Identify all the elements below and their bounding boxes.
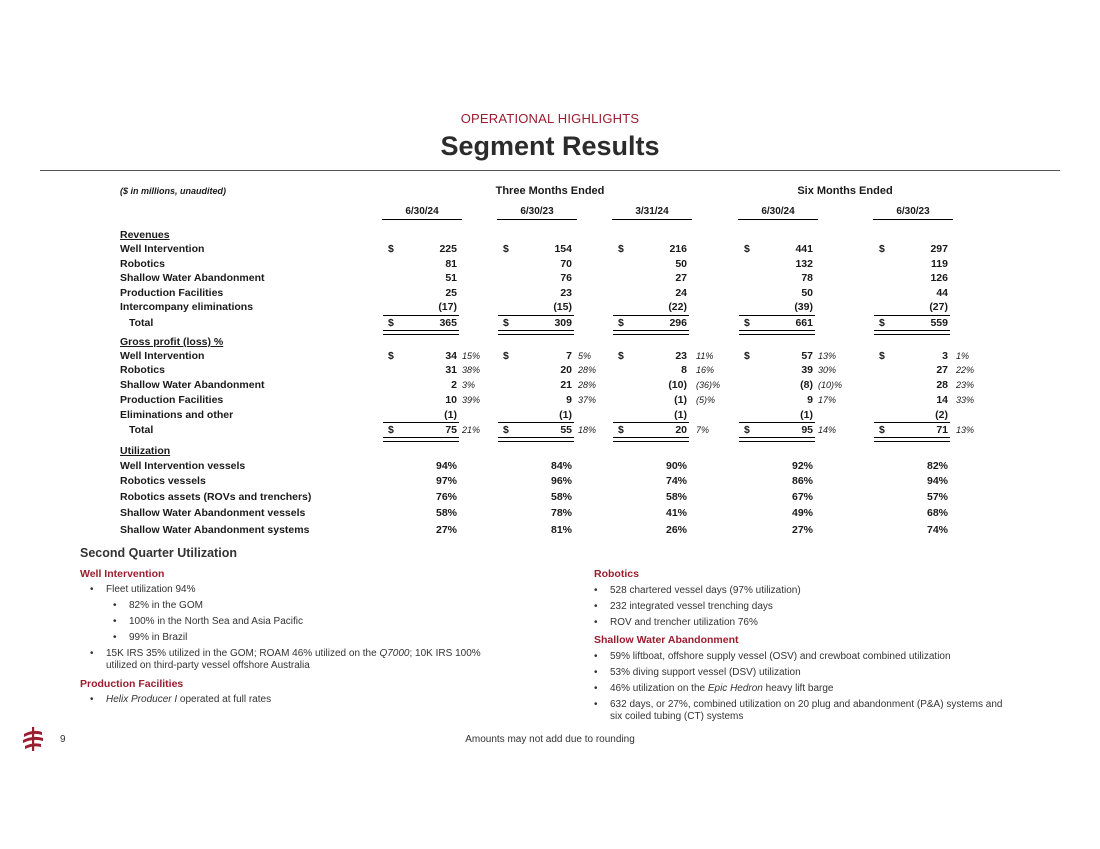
currency-symbol: $ bbox=[388, 243, 394, 255]
table-cell: 24 bbox=[675, 287, 687, 299]
table-cell: 84% bbox=[550, 460, 572, 472]
bullet-text: 53% diving support vessel (DSV) utilization bbox=[610, 667, 801, 678]
row-label: Production Facilities bbox=[120, 394, 224, 406]
table-cell: 81 bbox=[445, 258, 457, 270]
table-cell: 132 bbox=[795, 258, 813, 270]
bullet-text: utilized on third-party vessel offshore Australia bbox=[106, 660, 310, 671]
list-item bbox=[594, 699, 1064, 723]
currency-symbol: $ bbox=[879, 243, 885, 255]
table-cell: 95 bbox=[801, 424, 813, 436]
row-label: Shallow Water Abandonment systems bbox=[120, 524, 310, 536]
production-facilities-heading: Production Facilities bbox=[80, 678, 184, 690]
table-cell: 154 bbox=[554, 243, 572, 255]
table-cell: 58% bbox=[435, 507, 457, 519]
percent-cell: 28% bbox=[578, 380, 597, 390]
bullet: • bbox=[594, 699, 598, 710]
table-cell: 39 bbox=[801, 364, 813, 376]
table-cell: 96% bbox=[550, 475, 572, 487]
table-cell: 34 bbox=[445, 350, 457, 362]
table-cell: 67% bbox=[791, 491, 813, 503]
table-cell: 3 bbox=[942, 350, 948, 362]
currency-symbol: $ bbox=[879, 350, 885, 362]
title-divider bbox=[40, 170, 1060, 171]
currency-symbol: $ bbox=[618, 317, 624, 329]
column-header: 6/30/23 bbox=[873, 206, 953, 220]
table-cell: 365 bbox=[439, 317, 457, 329]
table-cell: (17) bbox=[438, 301, 457, 313]
section-heading-row bbox=[0, 336, 1100, 350]
table-cell: 94% bbox=[926, 475, 948, 487]
percent-cell: 3% bbox=[462, 380, 476, 390]
table-row bbox=[0, 491, 1100, 505]
bullet-text: 99% in Brazil bbox=[129, 632, 188, 643]
bullet: • bbox=[113, 632, 117, 643]
list-item bbox=[594, 683, 833, 695]
table-cell: 94% bbox=[435, 460, 457, 472]
table-cell: 27 bbox=[936, 364, 948, 376]
list-item bbox=[113, 600, 203, 612]
currency-symbol: $ bbox=[388, 317, 394, 329]
bullet-text: 232 integrated vessel trenching days bbox=[610, 601, 773, 612]
table-cell: 9 bbox=[566, 394, 572, 406]
table-row bbox=[0, 524, 1100, 538]
table-cell: 7 bbox=[566, 350, 572, 362]
currency-symbol: $ bbox=[744, 243, 750, 255]
currency-symbol: $ bbox=[744, 317, 750, 329]
percent-cell: 15% bbox=[462, 351, 481, 361]
table-row bbox=[0, 394, 1100, 408]
currency-symbol: $ bbox=[388, 424, 394, 436]
double-underline bbox=[613, 437, 689, 442]
bullet: • bbox=[594, 617, 598, 628]
table-row bbox=[0, 409, 1100, 423]
double-underline bbox=[383, 330, 459, 335]
bullet: • bbox=[90, 648, 94, 659]
currency-symbol: $ bbox=[618, 350, 624, 362]
bullet-text: 632 days, or 27%, combined utilization on 20 plug and abandonment (P&A) systems and bbox=[610, 699, 1003, 710]
currency-symbol: $ bbox=[744, 424, 750, 436]
section-kicker: OPERATIONAL HIGHLIGHTS bbox=[460, 111, 640, 126]
percent-cell: 30% bbox=[818, 365, 837, 375]
table-cell: (39) bbox=[794, 301, 813, 313]
list-item bbox=[113, 632, 187, 644]
currency-symbol: $ bbox=[503, 243, 509, 255]
table-cell: 50 bbox=[675, 258, 687, 270]
row-label: Robotics bbox=[120, 258, 165, 270]
column-header: 6/30/24 bbox=[738, 206, 818, 220]
row-label: Utilization bbox=[120, 445, 171, 457]
bullet-text: Fleet utilization 94% bbox=[106, 584, 196, 595]
total-rule bbox=[383, 422, 459, 423]
bullet: • bbox=[594, 601, 598, 612]
table-cell: 81% bbox=[550, 524, 572, 536]
table-row bbox=[0, 350, 1100, 364]
bullet-text: 15K IRS 35% utilized in the GOM; ROAM 46% utilized on the bbox=[106, 648, 380, 659]
list-item bbox=[594, 617, 758, 629]
total-rule bbox=[498, 315, 574, 316]
table-cell: 75 bbox=[445, 424, 457, 436]
row-label: Robotics vessels bbox=[120, 475, 206, 487]
table-row bbox=[0, 258, 1100, 272]
bullet-text: ROV and trencher utilization 76% bbox=[610, 617, 758, 628]
table-cell: 126 bbox=[930, 272, 948, 284]
shallow-water-heading: Shallow Water Abandonment bbox=[594, 634, 739, 646]
bullet-text: operated at full rates bbox=[177, 694, 272, 705]
table-cell: (22) bbox=[668, 301, 687, 313]
well-intervention-heading: Well Intervention bbox=[80, 568, 165, 580]
percent-cell: 28% bbox=[578, 365, 597, 375]
currency-symbol: $ bbox=[879, 424, 885, 436]
table-cell: 20 bbox=[560, 364, 572, 376]
bullet: • bbox=[90, 584, 94, 595]
table-cell: (1) bbox=[444, 409, 457, 421]
table-cell: 8 bbox=[681, 364, 687, 376]
percent-cell: 13% bbox=[956, 425, 975, 435]
currency-symbol: $ bbox=[879, 317, 885, 329]
column-header: 3/31/24 bbox=[612, 206, 692, 220]
table-cell: 78% bbox=[550, 507, 572, 519]
total-rule bbox=[383, 315, 459, 316]
list-item bbox=[594, 667, 801, 679]
row-label: Robotics bbox=[120, 364, 165, 376]
group-six-months: Six Months Ended bbox=[797, 185, 893, 197]
table-cell: 28 bbox=[936, 379, 948, 391]
table-cell: 57% bbox=[926, 491, 948, 503]
total-rule bbox=[613, 422, 689, 423]
bullet: • bbox=[594, 585, 598, 596]
percent-cell: 22% bbox=[956, 365, 975, 375]
table-cell: 309 bbox=[554, 317, 572, 329]
table-row bbox=[0, 272, 1100, 286]
vessel-name: Epic Hedron bbox=[707, 683, 763, 694]
table-cell: 74% bbox=[926, 524, 948, 536]
table-cell: (8) bbox=[800, 379, 813, 391]
summary-title: Second Quarter Utilization bbox=[80, 546, 237, 560]
table-cell: 50 bbox=[801, 287, 813, 299]
table-cell: 76% bbox=[435, 491, 457, 503]
total-rule bbox=[739, 422, 815, 423]
table-cell: 23 bbox=[675, 350, 687, 362]
group-three-months: Three Months Ended bbox=[495, 185, 605, 197]
total-row bbox=[0, 424, 1100, 438]
bullet-text: six coiled tubing (CT) systems bbox=[610, 711, 744, 722]
list-item bbox=[90, 584, 196, 596]
double-underline bbox=[874, 330, 950, 335]
page-title: Segment Results bbox=[440, 131, 660, 161]
percent-cell: 14% bbox=[818, 425, 837, 435]
bullet: • bbox=[594, 683, 598, 694]
double-underline bbox=[383, 437, 459, 442]
table-cell: 51 bbox=[445, 272, 457, 284]
table-cell: 82% bbox=[926, 460, 948, 472]
percent-cell: 37% bbox=[578, 395, 597, 405]
percent-cell: 38% bbox=[462, 365, 481, 375]
table-cell: 97% bbox=[435, 475, 457, 487]
table-cell: (2) bbox=[935, 409, 948, 421]
percent-cell: (36)% bbox=[696, 380, 721, 390]
table-cell: 55 bbox=[560, 424, 572, 436]
table-cell: 26% bbox=[665, 524, 687, 536]
table-cell: 27% bbox=[791, 524, 813, 536]
table-cell: 71 bbox=[936, 424, 948, 436]
table-cell: 49% bbox=[791, 507, 813, 519]
percent-cell: 5% bbox=[578, 351, 592, 361]
row-label: Intercompany eliminations bbox=[120, 301, 254, 313]
table-cell: 21 bbox=[560, 379, 572, 391]
table-cell: (27) bbox=[929, 301, 948, 313]
double-underline bbox=[739, 330, 815, 335]
table-cell: 9 bbox=[807, 394, 813, 406]
currency-symbol: $ bbox=[503, 317, 509, 329]
total-rule bbox=[613, 315, 689, 316]
row-label: Shallow Water Abandonment bbox=[120, 272, 265, 284]
bullet-text: 46% utilization on the bbox=[610, 683, 708, 694]
list-item bbox=[90, 648, 550, 672]
percent-cell: 7% bbox=[696, 425, 710, 435]
bullet-text: 82% in the GOM bbox=[129, 600, 203, 611]
table-cell: 44 bbox=[936, 287, 948, 299]
table-cell: 14 bbox=[936, 394, 948, 406]
percent-cell: 23% bbox=[956, 380, 975, 390]
table-row bbox=[0, 287, 1100, 301]
table-cell: 661 bbox=[795, 317, 813, 329]
total-rule bbox=[874, 422, 950, 423]
bullet: • bbox=[594, 651, 598, 662]
row-label: Well Intervention vessels bbox=[120, 460, 246, 472]
column-header: 6/30/23 bbox=[497, 206, 577, 220]
percent-cell: 33% bbox=[956, 395, 975, 405]
double-underline bbox=[739, 437, 815, 442]
vessel-name: Helix Producer I bbox=[106, 694, 178, 705]
table-cell: 68% bbox=[926, 507, 948, 519]
currency-symbol: $ bbox=[503, 350, 509, 362]
percent-cell: 39% bbox=[462, 395, 481, 405]
table-cell: 225 bbox=[439, 243, 457, 255]
table-cell: 441 bbox=[795, 243, 813, 255]
table-row bbox=[0, 507, 1100, 521]
percent-cell: 1% bbox=[956, 351, 970, 361]
table-cell: 57 bbox=[801, 350, 813, 362]
total-rule bbox=[498, 422, 574, 423]
list-item bbox=[113, 616, 303, 628]
table-cell: 92% bbox=[791, 460, 813, 472]
percent-cell: 13% bbox=[818, 351, 837, 361]
table-cell: 86% bbox=[791, 475, 813, 487]
percent-cell: (10)% bbox=[818, 380, 843, 390]
table-row bbox=[0, 364, 1100, 378]
table-cell: 25 bbox=[445, 287, 457, 299]
table-cell: (15) bbox=[553, 301, 572, 313]
row-label: Eliminations and other bbox=[120, 409, 234, 421]
table-row bbox=[0, 460, 1100, 474]
table-cell: 27% bbox=[435, 524, 457, 536]
section-heading-row bbox=[0, 229, 1100, 243]
list-item bbox=[90, 694, 271, 706]
total-row bbox=[0, 317, 1100, 331]
table-cell: 41% bbox=[665, 507, 687, 519]
table-cell: 78 bbox=[801, 272, 813, 284]
vessel-name: Q7000 bbox=[379, 648, 410, 659]
footer-note: Amounts may not add due to rounding bbox=[465, 734, 635, 745]
percent-cell: (5)% bbox=[696, 395, 716, 405]
list-item bbox=[594, 601, 773, 613]
percent-cell: 17% bbox=[818, 395, 837, 405]
row-label: Production Facilities bbox=[120, 287, 224, 299]
bullet: • bbox=[113, 600, 117, 611]
percent-cell: 21% bbox=[462, 425, 481, 435]
robotics-heading: Robotics bbox=[594, 568, 639, 580]
table-cell: 70 bbox=[560, 258, 572, 270]
bullet-text: heavy lift barge bbox=[762, 683, 834, 694]
bullet-text: ; 10K IRS 100% bbox=[409, 648, 481, 659]
bullet-text: 528 chartered vessel days (97% utilization) bbox=[610, 585, 801, 596]
double-underline bbox=[613, 330, 689, 335]
column-header: 6/30/24 bbox=[382, 206, 462, 220]
row-label: Total bbox=[129, 424, 154, 436]
table-cell: 58% bbox=[665, 491, 687, 503]
table-cell: (10) bbox=[668, 379, 687, 391]
table-row bbox=[0, 379, 1100, 393]
currency-symbol: $ bbox=[618, 243, 624, 255]
bullet-text: 59% liftboat, offshore supply vessel (OSV) and crewboat combined utilization bbox=[610, 651, 951, 662]
list-item bbox=[594, 585, 801, 597]
percent-cell: 11% bbox=[696, 351, 714, 361]
currency-symbol: $ bbox=[618, 424, 624, 436]
bullet: • bbox=[90, 694, 94, 705]
table-row bbox=[0, 475, 1100, 489]
table-cell: (1) bbox=[800, 409, 813, 421]
row-label: Revenues bbox=[120, 229, 170, 241]
table-cell: 297 bbox=[930, 243, 948, 255]
percent-cell: 18% bbox=[578, 425, 597, 435]
table-cell: 559 bbox=[930, 317, 948, 329]
table-cell: 58% bbox=[550, 491, 572, 503]
bullet-text: 100% in the North Sea and Asia Pacific bbox=[129, 616, 303, 627]
table-cell: 119 bbox=[931, 258, 948, 270]
bullet: • bbox=[113, 616, 117, 627]
row-label: Robotics assets (ROVs and trenchers) bbox=[120, 491, 312, 503]
table-cell: 23 bbox=[560, 287, 572, 299]
table-cell: 27 bbox=[675, 272, 687, 284]
table-cell: 296 bbox=[669, 317, 687, 329]
table-cell: (1) bbox=[674, 394, 687, 406]
table-cell: 20 bbox=[675, 424, 687, 436]
row-label: Total bbox=[129, 317, 154, 329]
table-cell: 76 bbox=[560, 272, 572, 284]
table-cell: (1) bbox=[674, 409, 687, 421]
row-label: Well Intervention bbox=[120, 243, 205, 255]
row-label: Shallow Water Abandonment vessels bbox=[120, 507, 306, 519]
table-cell: 2 bbox=[451, 379, 457, 391]
table-cell: 90% bbox=[665, 460, 687, 472]
double-underline bbox=[874, 437, 950, 442]
table-row bbox=[0, 243, 1100, 257]
table-cell: 74% bbox=[665, 475, 687, 487]
page-number: 9 bbox=[60, 734, 66, 745]
currency-symbol: $ bbox=[503, 424, 509, 436]
row-label: Gross profit (loss) % bbox=[120, 336, 224, 348]
table-cell: (1) bbox=[559, 409, 572, 421]
currency-symbol: $ bbox=[388, 350, 394, 362]
bullet: • bbox=[594, 667, 598, 678]
table-cell: 10 bbox=[445, 394, 457, 406]
total-rule bbox=[739, 315, 815, 316]
currency-symbol: $ bbox=[744, 350, 750, 362]
table-cell: 216 bbox=[669, 243, 687, 255]
row-label: Shallow Water Abandonment bbox=[120, 379, 265, 391]
section-heading-row bbox=[0, 445, 1100, 459]
double-underline bbox=[498, 437, 574, 442]
total-rule bbox=[874, 315, 950, 316]
units-note: ($ in millions, unaudited) bbox=[120, 186, 227, 196]
table-row bbox=[0, 301, 1100, 315]
list-item bbox=[594, 651, 951, 663]
percent-cell: 16% bbox=[696, 365, 715, 375]
table-cell: 31 bbox=[445, 364, 457, 376]
row-label: Well Intervention bbox=[120, 350, 205, 362]
double-underline bbox=[498, 330, 574, 335]
